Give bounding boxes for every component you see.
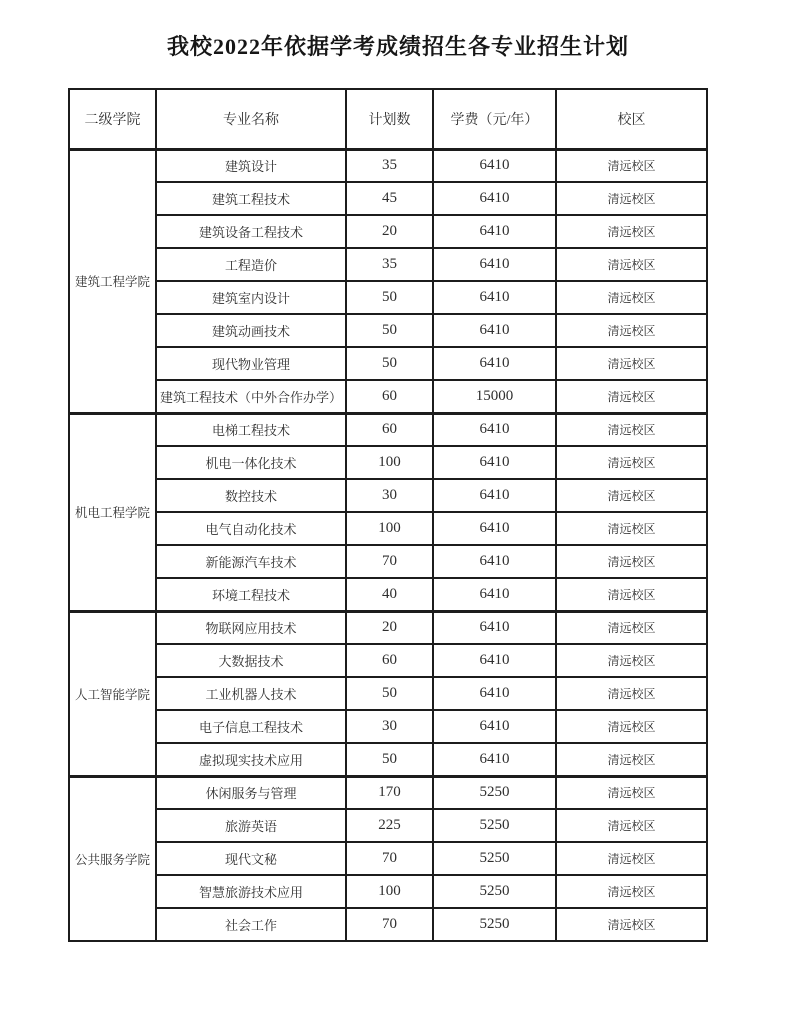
table-row (69, 842, 707, 875)
plan-cell: 50 (346, 314, 433, 347)
table-row (69, 446, 707, 479)
campus-cell: 清远校区 (556, 248, 707, 281)
college-cell: 机电工程学院 (69, 413, 156, 611)
tuition-cell: 6410 (433, 611, 556, 644)
plan-cell: 35 (346, 149, 433, 182)
tuition-cell: 6410 (433, 545, 556, 578)
major-cell: 建筑动画技术 (156, 314, 346, 347)
campus-cell: 清远校区 (556, 875, 707, 908)
tuition-cell: 6410 (433, 248, 556, 281)
table-row (69, 182, 707, 215)
major-cell: 新能源汽车技术 (156, 545, 346, 578)
major-cell: 虚拟现实技术应用 (156, 743, 346, 776)
page-title: 我校2022年依据学考成绩招生各专业招生计划 (166, 34, 629, 59)
plan-cell: 50 (346, 743, 433, 776)
tuition-cell: 5250 (433, 776, 556, 809)
plan-cell: 60 (346, 413, 433, 446)
tuition-cell: 15000 (433, 380, 556, 413)
campus-cell: 清远校区 (556, 611, 707, 644)
header-plan: 计划数 (346, 89, 433, 149)
campus-cell: 清远校区 (556, 743, 707, 776)
table-row (69, 512, 707, 545)
tuition-cell: 6410 (433, 215, 556, 248)
major-cell: 大数据技术 (156, 644, 346, 677)
major-cell: 电气自动化技术 (156, 512, 346, 545)
major-cell: 休闲服务与管理 (156, 776, 346, 809)
table-row (69, 875, 707, 908)
plan-cell: 20 (346, 215, 433, 248)
plan-cell: 50 (346, 281, 433, 314)
table-row (69, 908, 707, 941)
table-row (69, 413, 707, 446)
major-cell: 建筑工程技术（中外合作办学） (156, 380, 346, 413)
major-cell: 建筑设备工程技术 (156, 215, 346, 248)
tuition-cell: 6410 (433, 182, 556, 215)
major-cell: 工程造价 (156, 248, 346, 281)
plan-cell: 20 (346, 611, 433, 644)
header-row (69, 89, 707, 149)
college-cell: 公共服务学院 (69, 776, 156, 941)
campus-cell: 清远校区 (556, 380, 707, 413)
campus-cell: 清远校区 (556, 215, 707, 248)
campus-cell: 清远校区 (556, 842, 707, 875)
plan-cell: 50 (346, 347, 433, 380)
campus-cell: 清远校区 (556, 710, 707, 743)
campus-cell: 清远校区 (556, 578, 707, 611)
tuition-cell: 6410 (433, 149, 556, 182)
table-row (69, 479, 707, 512)
tuition-cell: 6410 (433, 314, 556, 347)
table-row (69, 809, 707, 842)
table-row (69, 380, 707, 413)
table-row (69, 248, 707, 281)
table-row (69, 743, 707, 776)
table-row (69, 776, 707, 809)
campus-cell: 清远校区 (556, 776, 707, 809)
major-cell: 旅游英语 (156, 809, 346, 842)
tuition-cell: 5250 (433, 875, 556, 908)
tuition-cell: 6410 (433, 710, 556, 743)
table-row (69, 545, 707, 578)
tuition-cell: 6410 (433, 677, 556, 710)
admission-plan-table (68, 88, 708, 942)
plan-cell: 35 (346, 248, 433, 281)
plan-cell: 100 (346, 512, 433, 545)
table-row (69, 644, 707, 677)
campus-cell: 清远校区 (556, 413, 707, 446)
tuition-cell: 6410 (433, 578, 556, 611)
major-cell: 智慧旅游技术应用 (156, 875, 346, 908)
campus-cell: 清远校区 (556, 314, 707, 347)
table-row (69, 611, 707, 644)
major-cell: 工业机器人技术 (156, 677, 346, 710)
table-row (69, 677, 707, 710)
plan-cell: 70 (346, 908, 433, 941)
table-row (69, 215, 707, 248)
header-college: 二级学院 (69, 89, 156, 149)
campus-cell: 清远校区 (556, 182, 707, 215)
table-row (69, 578, 707, 611)
major-cell: 建筑室内设计 (156, 281, 346, 314)
major-cell: 环境工程技术 (156, 578, 346, 611)
plan-cell: 70 (346, 545, 433, 578)
tuition-cell: 6410 (433, 743, 556, 776)
plan-cell: 225 (346, 809, 433, 842)
tuition-cell: 6410 (433, 479, 556, 512)
header-tuition: 学费（元/年） (433, 89, 556, 149)
major-cell: 数控技术 (156, 479, 346, 512)
campus-cell: 清远校区 (556, 677, 707, 710)
major-cell: 电梯工程技术 (156, 413, 346, 446)
campus-cell: 清远校区 (556, 479, 707, 512)
campus-cell: 清远校区 (556, 809, 707, 842)
tuition-cell: 6410 (433, 512, 556, 545)
major-cell: 现代物业管理 (156, 347, 346, 380)
tuition-cell: 5250 (433, 809, 556, 842)
major-cell: 建筑设计 (156, 149, 346, 182)
plan-cell: 70 (346, 842, 433, 875)
plan-cell: 45 (346, 182, 433, 215)
table-row (69, 281, 707, 314)
tuition-cell: 6410 (433, 644, 556, 677)
header-campus: 校区 (556, 89, 707, 149)
plan-cell: 100 (346, 875, 433, 908)
tuition-cell: 6410 (433, 281, 556, 314)
major-cell: 电子信息工程技术 (156, 710, 346, 743)
major-cell: 现代文秘 (156, 842, 346, 875)
college-cell: 建筑工程学院 (69, 149, 156, 413)
plan-cell: 40 (346, 578, 433, 611)
header-major: 专业名称 (156, 89, 346, 149)
major-cell: 机电一体化技术 (156, 446, 346, 479)
tuition-cell: 6410 (433, 347, 556, 380)
table-row (69, 149, 707, 182)
tuition-cell: 6410 (433, 446, 556, 479)
table-row (69, 710, 707, 743)
campus-cell: 清远校区 (556, 347, 707, 380)
tuition-cell: 5250 (433, 908, 556, 941)
plan-cell: 50 (346, 677, 433, 710)
campus-cell: 清远校区 (556, 281, 707, 314)
tuition-cell: 5250 (433, 842, 556, 875)
major-cell: 物联网应用技术 (156, 611, 346, 644)
major-cell: 社会工作 (156, 908, 346, 941)
campus-cell: 清远校区 (556, 512, 707, 545)
plan-cell: 30 (346, 710, 433, 743)
plan-cell: 60 (346, 644, 433, 677)
plan-cell: 30 (346, 479, 433, 512)
table-row (69, 314, 707, 347)
campus-cell: 清远校区 (556, 644, 707, 677)
plan-cell: 100 (346, 446, 433, 479)
college-cell: 人工智能学院 (69, 611, 156, 776)
campus-cell: 清远校区 (556, 908, 707, 941)
major-cell: 建筑工程技术 (156, 182, 346, 215)
campus-cell: 清远校区 (556, 446, 707, 479)
tuition-cell: 6410 (433, 413, 556, 446)
campus-cell: 清远校区 (556, 545, 707, 578)
campus-cell: 清远校区 (556, 149, 707, 182)
plan-cell: 60 (346, 380, 433, 413)
plan-cell: 170 (346, 776, 433, 809)
table-row (69, 347, 707, 380)
